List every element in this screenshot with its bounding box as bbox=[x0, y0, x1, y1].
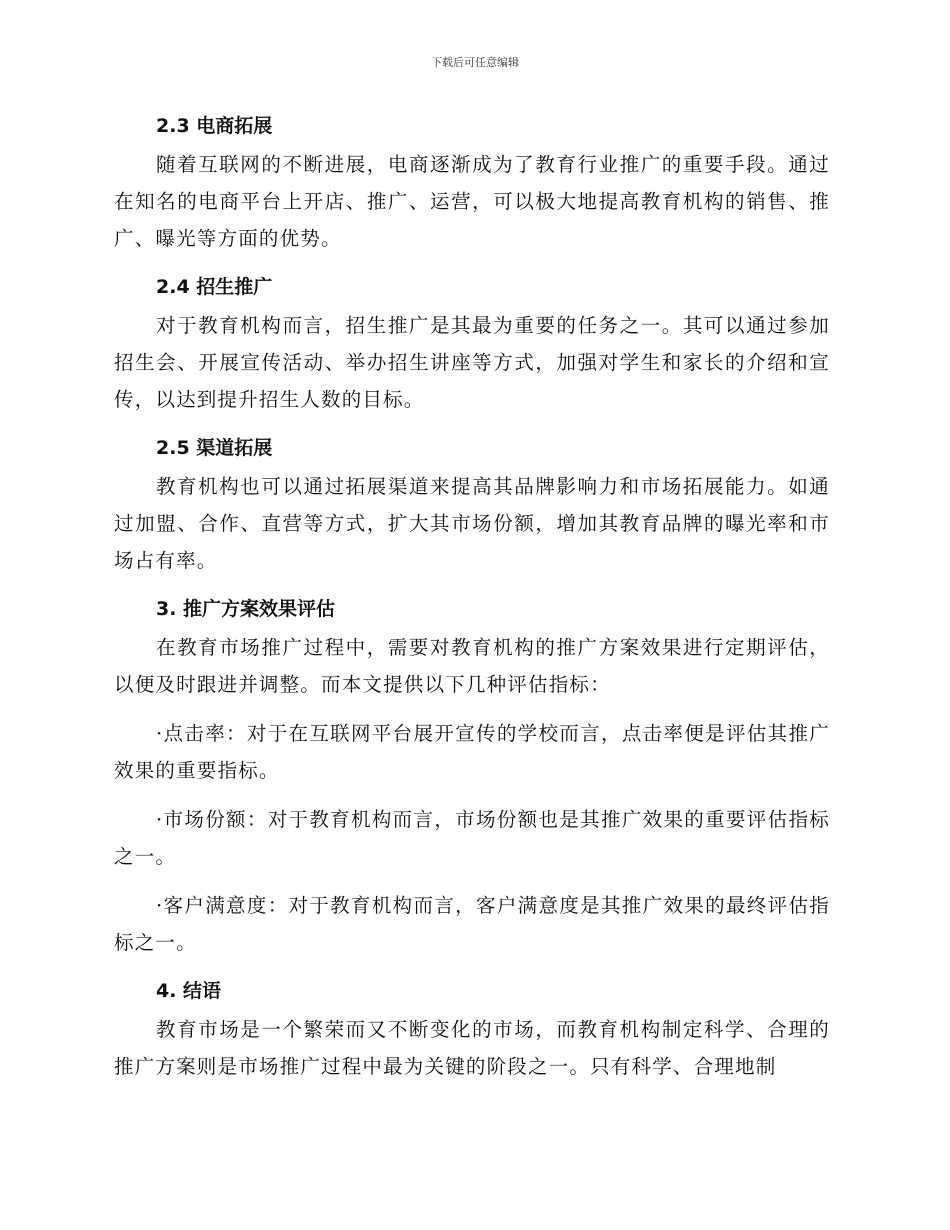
section-heading: 4. 结语 bbox=[156, 980, 222, 1002]
paragraph: 在教育市场推广过程中，需要对教育机构的推广方案效果进行定期评估，以便及时跟进并调整。而本文提供以下几种评估指标： bbox=[114, 636, 830, 696]
bullet-dot-icon: · bbox=[156, 808, 164, 831]
page-header-note: 下载后可任意编辑 bbox=[431, 56, 519, 69]
bullet-text: 客户满意度：对于教育机构而言，客户满意度是其推广效果的最终评估指标之一。 bbox=[114, 894, 830, 954]
bullet-dot-icon: · bbox=[156, 894, 164, 917]
paragraph: 教育市场是一个繁荣而又不断变化的市场，而教育机构制定科学、合理的推广方案则是市场推广过程中最为关键的阶段之一。只有科学、合理地制 bbox=[114, 1018, 830, 1078]
section-heading: 2.5 渠道拓展 bbox=[156, 437, 273, 459]
section-heading: 2.3 电商拓展 bbox=[156, 115, 273, 137]
bullet-item-click-rate bbox=[114, 715, 830, 789]
section-heading: 2.4 招生推广 bbox=[156, 276, 273, 298]
section-heading: 3. 推广方案效果评估 bbox=[156, 598, 336, 620]
document-body bbox=[114, 108, 830, 1097]
section-enrollment bbox=[114, 269, 830, 418]
paragraph: 教育机构也可以通过拓展渠道来提高其品牌影响力和市场拓展能力。如通过加盟、合作、直营等方式，扩大其市场份额，增加其教育品牌的曝光率和市场占有率。 bbox=[114, 475, 830, 572]
bullet-text: 市场份额：对于教育机构而言，市场份额也是其推广效果的重要评估指标之一。 bbox=[114, 808, 830, 868]
bullet-item-market-share bbox=[114, 801, 830, 875]
section-evaluation bbox=[114, 591, 830, 961]
section-channels bbox=[114, 430, 830, 579]
bullet-text: 点击率：对于在互联网平台展开宣传的学校而言，点击率便是评估其推广效果的重要指标。 bbox=[114, 722, 830, 782]
paragraph: 随着互联网的不断进展，电商逐渐成为了教育行业推广的重要手段。通过在知名的电商平台上开店、推广、运营，可以极大地提高教育机构的销售、推广、曝光等方面的优势。 bbox=[114, 153, 830, 250]
bullet-dot-icon: · bbox=[156, 722, 164, 745]
section-conclusion bbox=[114, 973, 830, 1085]
section-ecommerce bbox=[114, 108, 830, 257]
paragraph: 对于教育机构而言，招生推广是其最为重要的任务之一。其可以通过参加招生会、开展宣传活动、举办招生讲座等方式，加强对学生和家长的介绍和宣传，以达到提升招生人数的目标。 bbox=[114, 314, 830, 411]
bullet-item-satisfaction bbox=[114, 887, 830, 961]
